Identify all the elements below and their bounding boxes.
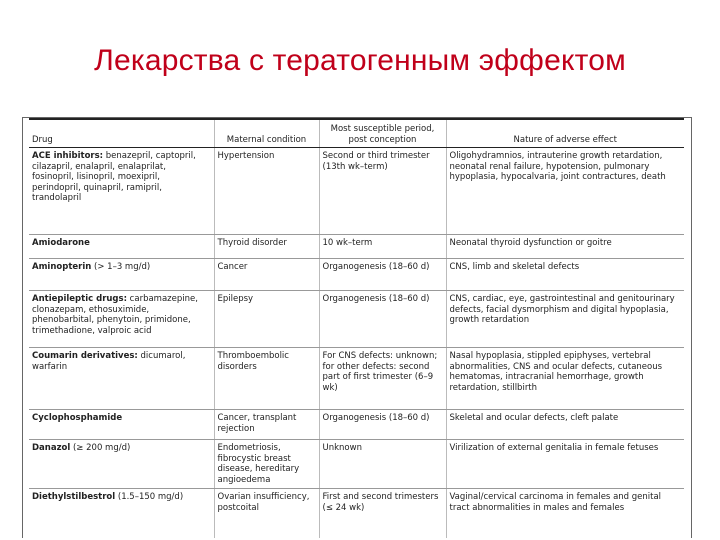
condition-cell: Ovarian insufficiency, postcoital — [214, 489, 319, 539]
header-susceptible-period: Most susceptible period, post conception — [319, 119, 446, 148]
drug-name: Danazol — [32, 443, 71, 453]
drug-cell — [29, 348, 214, 410]
condition-cell: Cancer, transplant rejection — [214, 410, 319, 440]
period-cell: 10 wk–term — [319, 235, 446, 259]
condition-cell: Hypertension — [214, 148, 319, 235]
condition-cell: Thyroid disorder — [214, 235, 319, 259]
drug-name: Aminopterin — [32, 262, 92, 272]
header-maternal-condition: Maternal condition — [214, 119, 319, 148]
period-cell: Second or third trimester (13th wk–term) — [319, 148, 446, 235]
effect-cell: Vaginal/cervical carcinoma in females and genital tract abnormalities in males and females — [446, 489, 684, 539]
effect-cell: CNS, limb and skeletal defects — [446, 259, 684, 291]
drug-cell — [29, 410, 214, 440]
period-cell: Organogenesis (18–60 d) — [319, 259, 446, 291]
effect-cell: Neonatal thyroid dysfunction or goitre — [446, 235, 684, 259]
drug-cell — [29, 440, 214, 489]
drug-name: ACE inhibitors: — [32, 151, 104, 161]
table-frame — [22, 117, 692, 538]
table-row — [29, 489, 684, 539]
condition-cell: Endometriosis, fibrocystic breast disease, hereditary angioedema — [214, 440, 319, 489]
teratogenic-drugs-table — [29, 118, 684, 538]
header-adverse-effect: Nature of adverse effect — [446, 119, 684, 148]
drug-detail: benazepril, captopril, cilazapril, enalapril, enalaprilat, fosinopril, lisinopril, moexipril, perindopril, quinapril, ramipril, trandolapril — [32, 151, 196, 203]
condition-cell: Epilepsy — [214, 291, 319, 348]
condition-cell: Thromboembolic disorders — [214, 348, 319, 410]
effect-cell: Virilization of external genitalia in female fetuses — [446, 440, 684, 489]
slide-title: Лекарства с тератогенным эффектом — [94, 44, 626, 77]
condition-cell: Cancer — [214, 259, 319, 291]
period-cell: Organogenesis (18–60 d) — [319, 291, 446, 348]
drug-detail: (≥ 200 mg/d) — [70, 443, 131, 453]
table-row — [29, 291, 684, 348]
drug-detail: dicumarol, warfarin — [32, 351, 186, 372]
drug-name: Coumarin derivatives: — [32, 351, 138, 361]
drug-name: Amiodarone — [32, 238, 90, 248]
table-row — [29, 235, 684, 259]
drug-cell — [29, 148, 214, 235]
period-cell: First and second trimesters (≤ 24 wk) — [319, 489, 446, 539]
drug-detail: (> 1–3 mg/d) — [91, 262, 151, 272]
drug-name: Diethylstilbestrol — [32, 492, 116, 502]
table-row — [29, 410, 684, 440]
period-cell: Unknown — [319, 440, 446, 489]
drug-detail: carbamazepine, clonazepam, ethosuximide, phenobarbital, phenytoin, primidone, trimethadione, valproic acid — [32, 294, 198, 336]
table-row — [29, 348, 684, 410]
effect-cell: Oligohydramnios, intrauterine growth retardation, neonatal renal failure, hypotension, pulmonary hypoplasia, hypocalvaria, joint contractures, death — [446, 148, 684, 235]
header-drug: Drug — [29, 119, 214, 148]
drug-cell — [29, 235, 214, 259]
table-row — [29, 440, 684, 489]
period-cell: For CNS defects: unknown; for other defects: second part of first trimester (6–9 wk) — [319, 348, 446, 410]
effect-cell: Skeletal and ocular defects, cleft palate — [446, 410, 684, 440]
drug-detail: (1.5–150 mg/d) — [115, 492, 184, 502]
table-row — [29, 259, 684, 291]
drug-name: Antiepileptic drugs: — [32, 294, 127, 304]
drug-cell — [29, 259, 214, 291]
effect-cell: CNS, cardiac, eye, gastrointestinal and genitourinary defects, facial dysmorphism and digital hypoplasia, growth retardation — [446, 291, 684, 348]
drug-name: Cyclophosphamide — [32, 413, 123, 423]
effect-cell: Nasal hypoplasia, stippled epiphyses, vertebral abnormalities, CNS and ocular defects, cutaneous hematomas, intracranial hemorrhage, growth retardation, stillbirth — [446, 348, 684, 410]
table-row — [29, 148, 684, 235]
drug-cell — [29, 489, 214, 539]
period-cell: Organogenesis (18–60 d) — [319, 410, 446, 440]
drug-cell — [29, 291, 214, 348]
